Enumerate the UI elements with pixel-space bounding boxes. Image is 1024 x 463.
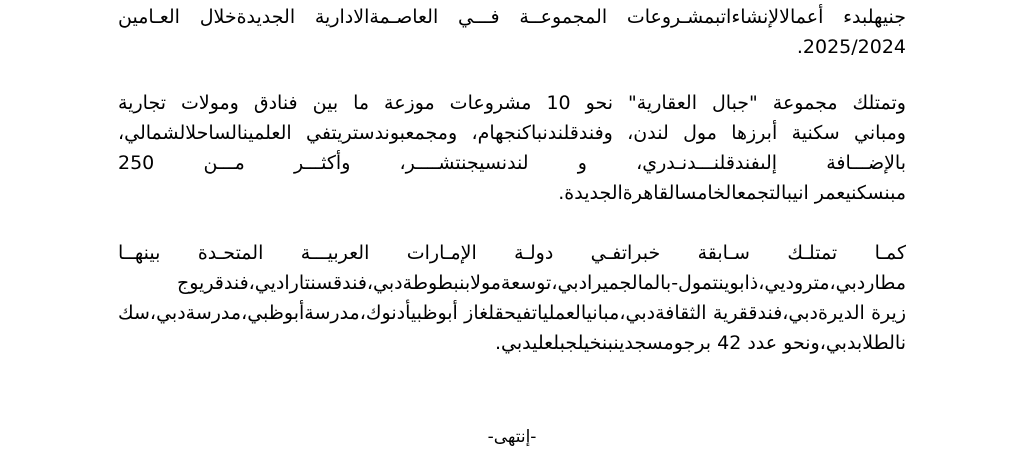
paragraph-line: نالطلابدبي،ونحو عدد 42 برجومسجدينبنخيلجبلعليدبي. [494, 332, 906, 354]
paragraph-line: مطاردبي،متروديي،ذابوينتمول-بالمالجميرادبي،توسعةمولابنبطوطةدبي،فندقسنتاراديي،فندقريوج [176, 272, 906, 294]
paragraph-line: 2025/2024. [796, 36, 906, 58]
paragraph-construction-budget [118, 2, 906, 62]
paragraph-projects-portfolio [118, 88, 906, 208]
paragraph-line: كمـا تمتلـك سـابقة خبراتفـي دولـة الإمـارات العربيـــة المتحـدة بينهــا [118, 242, 906, 264]
paragraph-line: مبنسكنيعمر انيبالتجمعالخامسالقاهرةالجديدة. [558, 182, 906, 204]
paragraph-uae-experience [118, 238, 906, 358]
paragraph-line: وتمتلك مجموعة "جبال العقارية" نحو 10 مشروعات موزعة ما بين فنادق ومولات تجارية [118, 92, 906, 114]
paragraph-line: جنيهلبدء أعمالالإنشاءاتبمشـروعات المجموعــة فـــي العاصـمةالادارية الجديدةخلال العـامين [118, 6, 906, 28]
paragraph-line: ومباني سكنية أبرزها مول لندن، وفندقلندنباكنجهام، ومجمعبوندستريتفي العلمينالساحلالشمالي، [118, 122, 906, 144]
paragraph-line: بالإضـــافة إلىفندقلنـــدنـدري، و لندنسيجنتشــــر، وأكثـــر مـــن 250 [118, 152, 906, 174]
paragraph-line: زيرة الديرةدبي،فندققرية الثقافةدبي،مبانيالعملياتفيحقلغاز أبوظبيأدنوك،مدرسةأبوظبي،مدرسةدبي،سك [118, 302, 906, 324]
document-end-marker: -إنتهى- [487, 427, 537, 447]
